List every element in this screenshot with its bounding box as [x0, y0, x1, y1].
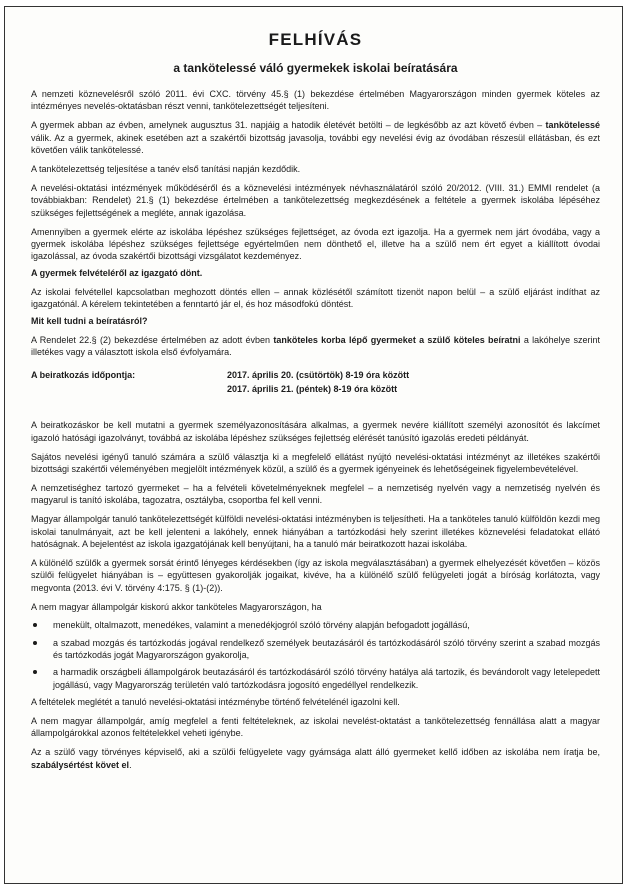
document-subtitle: a tankötelessé váló gyermekek iskolai beíratására: [173, 61, 458, 75]
paragraph-equal-terms: A nem magyar állampolgár, amíg megfelel a fenti feltételeknek, az iskolai nevelést-oktatást a tankötelezettség fennállása alatt a magyar állampolgárokkal azonos feltételekkel veheti igénybe.: [31, 716, 600, 739]
paragraph-school-age: [31, 119, 600, 156]
paragraph-enrollment-obligation: [31, 334, 600, 359]
paragraph-special-needs: Sajátos nevelési igényű tanuló számára a szülő választja ki a megfelelő ellátást nyújtó nevelési-oktatási intézményt az illetékes szakértői bizottsági szakértői véleményében megjelölt intézmények közül, a szülő és a gyermek igényeinek és lehetőségeinek figyelembevételével.: [31, 451, 600, 475]
bold-text: szabálysértést követ el: [31, 759, 130, 770]
paragraph-text: válik. Az a gyermek, akinek esetében azt a szakértői bizottság javasolja, további egy nevelési évig az óvodában részesül ellátásban, és ezt követően válik tankötelessé.: [31, 132, 600, 156]
paragraph-foreign-minors: A nem magyar állampolgár kiskorú akkor tanköteles Magyarországon, ha: [31, 601, 322, 612]
paragraph-start-date: A tankötelezettség teljesítése a tanév első tanítási napján kezdődik.: [31, 164, 301, 175]
list-item: [31, 637, 600, 662]
document-page: [4, 6, 623, 884]
heading-enrollment-info: Mit kell tudni a beíratásról?: [31, 315, 148, 326]
bold-text: tankötelessé: [545, 120, 600, 131]
paragraph-separated-parents: A különélő szülők a gyermek sorsát érintő lényeges kérdésekben (így az iskola megválasztásában) a gyermek elhelyezését követően – közös szülői felügyelet hiányában is – együttesen gyakorolják jogaikat, kivéve, ha a különélő szülő felügyeleti jogát a bíróság korlátozta, vagy megvonta (2013. évi V. törvény 4:175. § (1)-(2)).: [31, 557, 600, 593]
paragraph-text: Az a szülő vagy törvényes képviselő, aki a szülői felügyelete vagy gyámsága alatt álló gyermeket kellő időben az iskolába nem íratja be,: [31, 747, 600, 758]
enrollment-dates-label: A beiratkozás időpontja:: [31, 370, 136, 381]
foreign-minor-conditions-list: [31, 619, 600, 691]
paragraph-kindergarten-certificate: Amennyiben a gyermek elérte az iskolába lépéshez szükséges fejlettséget, az óvoda ezt igazolja. Ha a gyermek nem járt óvodába, vagy a gyermek iskolába lépéshez szükséges fejlettsége egyértelműen nem dönthető el, illetve ha a szülő nem ért egyet a kiállított óvodai igazolással, az óvoda szakértői bizottsági vizsgálatot kezdeményez.: [31, 226, 600, 262]
bold-text: tanköteles korba lépő gyermeket a szülő köteles beíratni: [273, 334, 521, 345]
paragraph-text: A Rendelet 22.§ (2) bekezdése értelmében az adott évben: [31, 334, 274, 345]
bullet-icon: [33, 623, 37, 627]
paragraph-text: a lakóhelye szerint illetékes vagy a választott iskola első évfolyamára.: [31, 334, 600, 357]
paragraph-nationality: A nemzetiséghez tartozó gyermeket – ha a felvételi követelményeknek megfelel – a nemzetiség nyelvén vagy a nemzetiség nyelvén és magyarul is tanító iskolába, tagozatra, osztályba, csoportba fel kell venni.: [31, 482, 600, 506]
list-item: [31, 619, 600, 631]
enrollment-dates: [31, 369, 600, 401]
paragraph-regulation: A nevelési-oktatási intézmények működéséről és a köznevelési intézmények névhasználatáról szóló 20/2012. (VIII. 31.) EMMI rendelet (a továbbiakban: Rendelet) 21.§ (1) bekezdése értelmében a tankötelezettség megkezdésének a feltétele a gyermek iskolába lépéséhez szükséges fejlettségének a megléte, annak igazolása.: [31, 182, 600, 218]
list-item-text: a szabad mozgás és tartózkodás jogával rendelkező személyek beutazásáról és tartózkodásáról szóló törvény szerint a szabad mozgás és tartózkodás jogát Magyarországon gyakorolja,: [53, 637, 600, 660]
paragraph-appeal: Az iskolai felvétellel kapcsolatban meghozott döntés ellen – annak közlésétől számított tizenöt napon belül – a szülő eljárást indíthat az igazgatónál. A kérelem tekintetében a fenntartó jár el, és hoz másodfokú döntést.: [31, 286, 600, 310]
paragraph-offence: [31, 746, 600, 771]
document-title: FELHÍVÁS: [268, 30, 363, 49]
list-item-text: a harmadik országbeli állampolgárok beutazásáról és tartózkodásáról szóló törvény hatálya alá tartozik, és bevándorolt vagy letelepedett jogállású, vagy Magyarország területén való tartózkodásra jogosító engedéllyel rendelkezik.: [53, 667, 600, 690]
bullet-icon: [33, 670, 37, 674]
paragraph-required-documents: A beiratkozáskor be kell mutatni a gyermek személyazonosítására alkalmas, a gyermek nevére kiállított személyi azonosítót és lakcímet igazoló hatósági igazolványt, továbbá az iskolába lépéshez szükséges fejlettség elérését tanúsító igazolás eredeti példányát.: [31, 420, 600, 443]
paragraph-text: A gyermek abban az évben, amelynek augusztus 31. napjáig a hatodik életévét betölti – de legkésőbb az azt követő évben –: [31, 120, 546, 131]
list-item: [31, 666, 600, 691]
paragraph-text: .: [129, 759, 132, 770]
paragraph-proof-conditions: A feltételek meglétét a tanuló nevelési-oktatási intézménybe történő felvételénél igazolni kell.: [31, 697, 400, 708]
enrollment-date-2: 2017. április 21. (péntek) 8-19 óra között: [227, 384, 398, 395]
paragraph-compulsory-education: A nemzeti köznevelésről szóló 2011. évi CXC. törvény 45.§ (1) bekezdése értelmében Magyarországon minden gyermek köteles az intézményes nevelés-oktatásban részt venni, tankötelezettségét teljesíteni.: [31, 89, 600, 112]
bullet-icon: [33, 641, 37, 645]
heading-admission-decision: A gyermek felvételéről az igazgató dönt.: [31, 267, 203, 278]
list-item-text: menekült, oltalmazott, menedékes, valamint a menedékjogról szóló törvény alapján befogadott jogállású,: [53, 620, 470, 631]
paragraph-abroad: Magyar állampolgár tanuló tankötelezettségét külföldi nevelési-oktatási intézményben is teljesítheti. Ha a tanköteles tanuló külföldön kezdi meg iskolai tanulmányait, azt be kell jelenteni a lakóhely, ennek hiányában a tartózkodási hely szerint illetékes köznevelési feladatokat ellátó hatóságnak. A bejelentést az iskola igazgatójának kell benyújtani, ha a tanuló már beiratkozott hazai iskolába.: [31, 514, 600, 550]
enrollment-date-1: 2017. április 20. (csütörtök) 8-19 óra között: [227, 370, 410, 381]
document-content: [31, 7, 600, 771]
